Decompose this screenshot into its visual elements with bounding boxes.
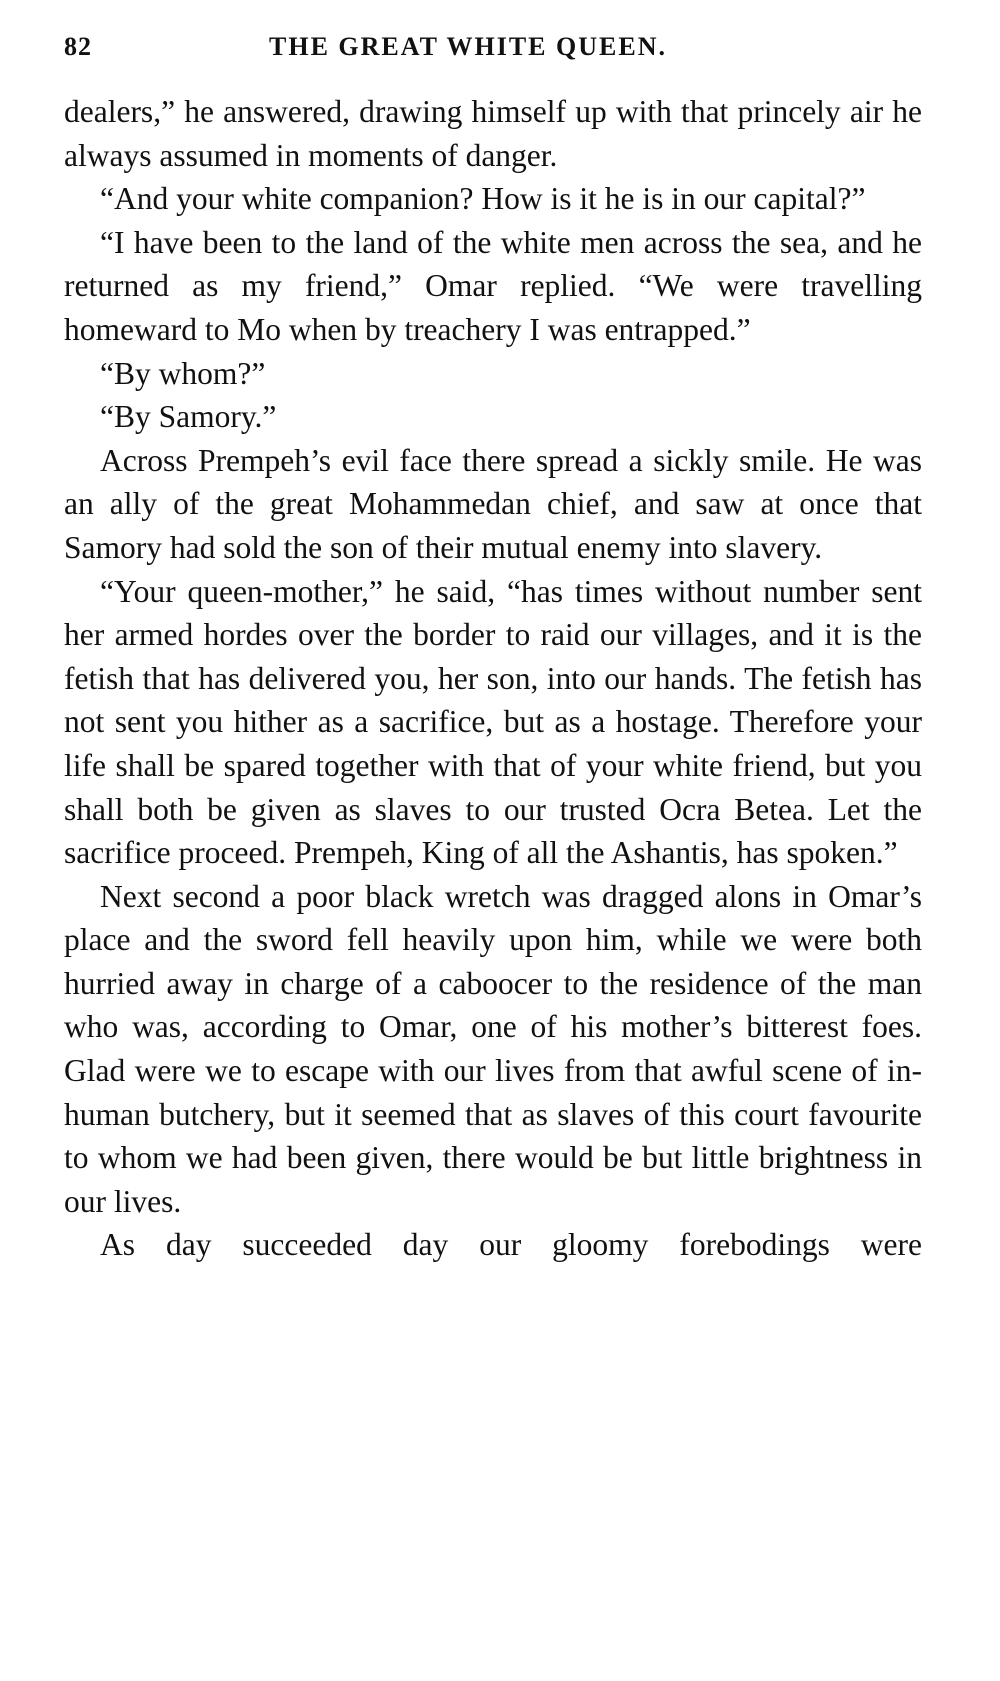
paragraph-continues-next-page: As day succeeded day our gloomy forebodings were (100, 1227, 922, 1263)
running-head (64, 28, 922, 80)
body-text (64, 90, 922, 1267)
paragraph-dialogue: “By Samory.” (100, 399, 277, 435)
page-number: 82 (64, 32, 92, 61)
paragraph-continuation: dealers,” he answered, drawing himself up with that princely air he always assumed in moments of danger. (64, 94, 922, 173)
paragraph-dialogue: “By whom?” (100, 355, 266, 391)
paragraph-narrative: Next second a poor black wretch was dragged alons in Omar’s place and the sword fell heavily upon him, while we were both hurried away in charge of a caboocer to the residence of the man who was, according to Omar, one of his mother’s bitterest foes. Glad were we to escape with our lives from that awful scene of in-human butchery, but it seemed that as slaves of this court favourite to whom we had been given, there would be but little brightness in our lives. (64, 878, 922, 1219)
paragraph-dialogue: “And your white companion? How is it he is in our capital?” (100, 181, 866, 217)
book-title: THE GREAT WHITE QUEEN. (269, 32, 667, 61)
paragraph-dialogue: “I have been to the land of the white men across the sea, and he returned as my friend,” Omar replied. “We were travelling homeward to Mo when by treachery I was entrapped.” (64, 224, 922, 347)
paragraph-narrative: Across Prempeh’s evil face there spread a sickly smile. He was an ally of the great Mohammedan chief, and saw at once that Samory had sold the son of their mutual enemy into slavery. (64, 442, 922, 565)
book-page (64, 28, 922, 1267)
paragraph-dialogue: “Your queen-mother,” he said, “has times without number sent her armed hordes over the border to raid our villages, and it is the fetish that has delivered you, her son, into our hands. The fetish has not sent you hither as a sacrifice, but as a hostage. Therefore your life shall be spared together with that of your white friend, but you shall both be given as slaves to our trusted Ocra Betea. Let the sacrifice proceed. Prempeh, King of all the Ashantis, has spoken.” (64, 573, 922, 871)
